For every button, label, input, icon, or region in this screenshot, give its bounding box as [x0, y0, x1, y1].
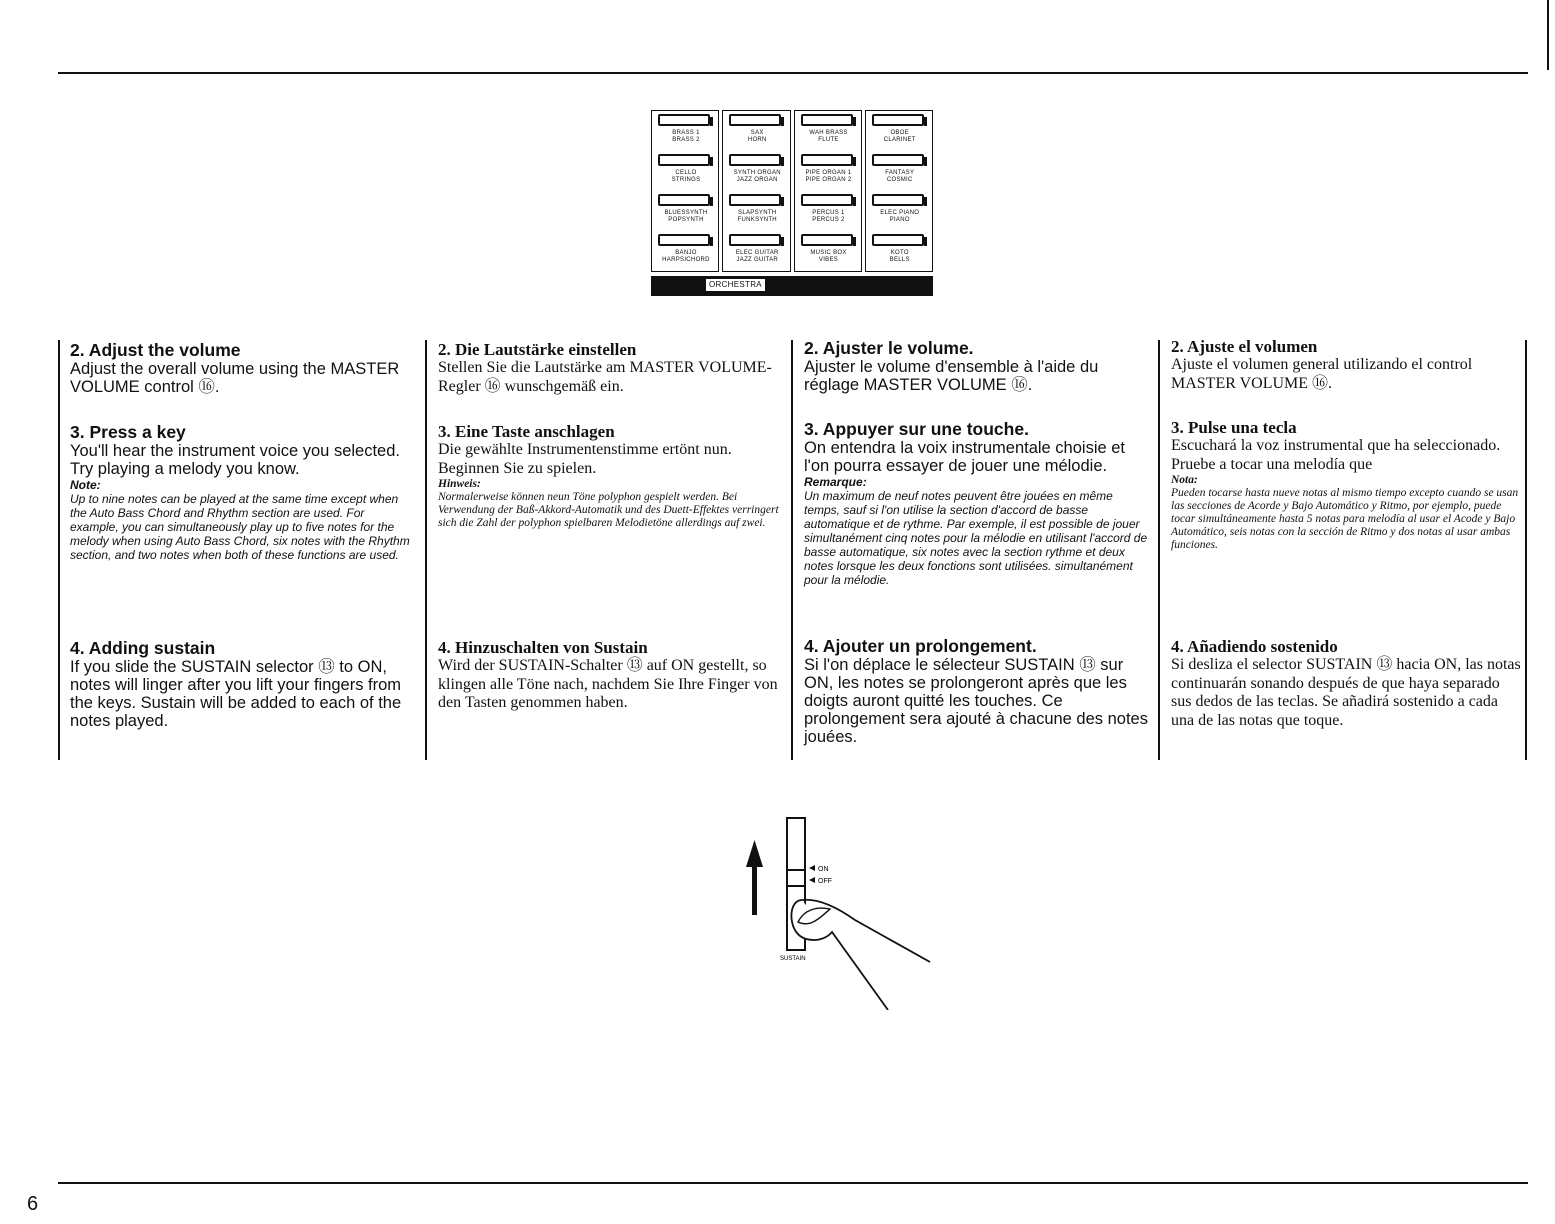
voice-label: PIANO — [889, 217, 910, 223]
voice-label: ELEC GUITAR — [735, 250, 779, 256]
orchestra-bar — [651, 276, 933, 296]
voice-label: FANTASY — [885, 170, 915, 176]
section-body: Si desliza el selector SUSTAIN ⑬ hacia ON, las notas continuarán sonando después de que haya separado sus dedos de las teclas. Se añadirá sostenido a cada una de las notas que toque. — [1171, 656, 1521, 729]
voice-cell[interactable] — [723, 191, 791, 231]
voice-label: MUSIC BOX — [810, 250, 847, 256]
voice-button[interactable] — [872, 234, 924, 246]
on-label: ON — [818, 866, 829, 873]
voice-button[interactable] — [729, 194, 781, 206]
column-rule-fr — [791, 340, 793, 760]
off-pointer-icon — [809, 877, 815, 883]
section-body: Adjust the overall volume using the MASTER VOLUME control ⑯. — [70, 360, 400, 396]
note-body: Pueden tocarse hasta nueve notas al mismo tiempo excepto cuando se usan las secciones de Acorde y Bajo Automático y Ritmo, por ejemplo, puede tocar simultáneamente hasta 5 notas para melodía al usar el Acode y Bajo Automático, seis notas con la sección de Ritmo y dos notas al usar ambas funciones. — [1171, 487, 1519, 551]
voice-button[interactable] — [658, 154, 710, 166]
voice-cell[interactable] — [795, 111, 863, 151]
spanish-step3 — [1171, 418, 1521, 552]
voice-cell[interactable] — [652, 231, 720, 271]
section-heading: 3. Press a key — [70, 422, 186, 442]
voice-label: BANJO — [675, 250, 697, 256]
voice-cell[interactable] — [866, 111, 934, 151]
voice-button[interactable] — [801, 114, 853, 126]
voice-label: VIBES — [818, 257, 839, 263]
section-heading: 4. Añadiendo sostenido — [1171, 637, 1338, 656]
voice-button[interactable] — [658, 194, 710, 206]
voice-cell[interactable] — [652, 111, 720, 151]
section-heading: 3. Pulse una tecla — [1171, 418, 1297, 437]
section-heading: 4. Hinzuschalten von Sustain — [438, 638, 648, 657]
voice-cell[interactable] — [795, 191, 863, 231]
on-pointer-icon — [809, 865, 815, 871]
voice-label: HARPSICHORD — [662, 257, 710, 263]
english-step3 — [70, 422, 410, 562]
column-rule-de — [425, 340, 427, 760]
voice-cell[interactable] — [795, 231, 863, 271]
voice-label: FUNKSYNTH — [737, 217, 777, 223]
voice-label: SYNTH ORGAN — [733, 170, 781, 176]
voice-button[interactable] — [801, 234, 853, 246]
section-body: Stellen Sie die Lautstärke am MASTER VOLUME-Regler ⑯ wunschgemäß ein. — [438, 359, 772, 395]
french-step2 — [804, 338, 1152, 394]
voice-button[interactable] — [801, 154, 853, 166]
section-heading: 3. Eine Taste anschlagen — [438, 422, 615, 441]
sustain-illustration — [740, 810, 940, 1010]
column-rule-en — [58, 340, 60, 760]
section-body: Ajuste el volumen general utilizando el control MASTER VOLUME ⑯. — [1171, 356, 1473, 392]
english-step4 — [70, 638, 410, 730]
margin-mark — [1547, 0, 1549, 70]
section-body: Escuchará la voz instrumental que ha seleccionado. Pruebe a tocar una melodía que — [1171, 437, 1501, 473]
voice-button[interactable] — [658, 234, 710, 246]
note-label: Hinweis: — [438, 478, 481, 490]
section-body: Ajuster le volume d'ensemble à l'aide du réglage MASTER VOLUME ⑯. — [804, 358, 1099, 394]
voice-button[interactable] — [658, 114, 710, 126]
voice-label: STRINGS — [671, 177, 701, 183]
orchestra-label: ORCHESTRA — [706, 279, 765, 291]
voice-button[interactable] — [872, 114, 924, 126]
section-heading: 2. Ajuste el volumen — [1171, 337, 1318, 356]
voice-label: PIPE ORGAN 2 — [805, 177, 852, 183]
voice-button[interactable] — [729, 114, 781, 126]
orchestra-panel — [651, 110, 933, 296]
note-body: Un maximum de neuf notes peuvent être jouées en même temps, sauf si l'on utilise la section d'accord de basse automatique et de rythme. Par exemple, il est possible de jouer simultanément cinq notes pour la mélodie en utilisant l'accord de basse automatique, six notes avec la section rythme et deux notes lorsque les deux fonctions sont utilisées. simultanément pour la mélodie. — [804, 489, 1148, 587]
voice-column-4 — [865, 110, 933, 272]
voice-label: PIPE ORGAN 1 — [805, 170, 852, 176]
section-body: On entendra la voix instrumentale choisie et l'on pourra essayer de jouer une mélodie. — [804, 439, 1126, 475]
note-label: Remarque: — [804, 475, 867, 489]
voice-label: CELLO — [675, 170, 697, 176]
section-body: Wird der SUSTAIN-Schalter ⑬ auf ON gestellt, so klingen alle Töne nach, nachdem Sie Ihre Finger von den Tasten genommen haben. — [438, 657, 778, 711]
column-rule-es — [1158, 340, 1160, 760]
voice-cell[interactable] — [723, 151, 791, 191]
voice-cell[interactable] — [866, 191, 934, 231]
voice-cell[interactable] — [866, 231, 934, 271]
section-heading: 4. Adding sustain — [70, 638, 216, 658]
voice-label: SLAPSYNTH — [738, 210, 777, 216]
voice-column-2 — [722, 110, 790, 272]
sustain-label: SUSTAIN — [780, 956, 806, 962]
note-body: Normalerweise können neun Töne polyphon gespielt werden. Bei Verwendung der Baß-Akkord-Automatik und des Duett-Effektes verringert sich die Zahl der polyphon spielbaren Melodietöne allerdings auf zwei. — [438, 491, 779, 529]
voice-column-1 — [651, 110, 719, 272]
voice-cell[interactable] — [866, 151, 934, 191]
voice-label: FLUTE — [818, 137, 839, 143]
voice-label: JAZZ GUITAR — [736, 257, 779, 263]
note-label: Nota: — [1171, 474, 1198, 486]
voice-label: PERCUS 2 — [812, 217, 845, 223]
finger-icon — [791, 900, 930, 1010]
bottom-rule — [58, 1182, 1528, 1184]
voice-label: BLUESSYNTH — [664, 210, 708, 216]
voice-grid — [651, 110, 933, 272]
voice-label: BRASS 1 — [672, 130, 700, 136]
voice-cell[interactable] — [723, 111, 791, 151]
voice-label: KOTO — [890, 250, 909, 256]
spanish-step2 — [1171, 337, 1521, 393]
voice-label: JAZZ ORGAN — [736, 177, 778, 183]
page-number: 6 — [27, 1193, 39, 1215]
note-body: Up to nine notes can be played at the same time except when the Auto Bass Chord and Rhythm section are used. For example, you can simultaneously play up to five notes for the melody when using Auto Bass Chord, six notes with the Rhythm section, and two notes when both of these functions are used. — [70, 492, 410, 562]
spanish-step4 — [1171, 637, 1521, 730]
voice-label: WAH BRASS — [809, 130, 848, 136]
off-label: OFF — [818, 878, 832, 885]
top-rule — [58, 72, 1528, 74]
voice-label: PERCUS 1 — [812, 210, 845, 216]
section-body: If you slide the SUSTAIN selector ⑬ to ON, notes will linger after you lift your fingers from the keys. Sustain will be added to each of the notes played. — [70, 658, 402, 730]
voice-label: CLARINET — [883, 137, 916, 143]
voice-label: HORN — [747, 137, 767, 143]
german-step4 — [438, 638, 783, 713]
voice-cell[interactable] — [795, 151, 863, 191]
voice-label: BRASS 2 — [672, 137, 700, 143]
french-step3 — [804, 419, 1152, 587]
voice-cell[interactable] — [723, 231, 791, 271]
column-rule-right — [1525, 340, 1527, 760]
voice-cell[interactable] — [652, 191, 720, 231]
note-label: Note: — [70, 478, 101, 492]
section-heading: 3. Appuyer sur une touche. — [804, 419, 1029, 439]
section-heading: 2. Ajuster le volume. — [804, 338, 974, 358]
voice-button[interactable] — [729, 154, 781, 166]
voice-button[interactable] — [729, 234, 781, 246]
voice-cell[interactable] — [652, 151, 720, 191]
voice-label: SAX — [750, 130, 764, 136]
voice-column-3 — [794, 110, 862, 272]
voice-label: OBOE — [890, 130, 910, 136]
voice-label: COSMIC — [886, 177, 913, 183]
voice-button[interactable] — [801, 194, 853, 206]
section-heading: 2. Die Lautstärke einstellen — [438, 340, 637, 359]
voice-label: POPSYNTH — [668, 217, 704, 223]
voice-label: ELEC PIANO — [880, 210, 920, 216]
section-body: You'll hear the instrument voice you selected. Try playing a melody you know. — [70, 442, 400, 478]
sustain-slider-knob[interactable] — [787, 870, 805, 886]
voice-button[interactable] — [872, 154, 924, 166]
german-step3 — [438, 422, 783, 530]
english-step2 — [70, 340, 410, 396]
arrow-up-icon — [746, 840, 763, 915]
french-step4 — [804, 636, 1152, 746]
section-body: Die gewählte Instrumentenstimme ertönt nun. Beginnen Sie zu spielen. — [438, 441, 732, 477]
voice-button[interactable] — [872, 194, 924, 206]
german-step2 — [438, 340, 783, 396]
voice-label: BELLS — [889, 257, 910, 263]
section-heading: 4. Ajouter un prolongement. — [804, 636, 1037, 656]
section-body: Si l'on déplace le sélecteur SUSTAIN ⑬ sur ON, les notes se prolongeront après que les doigts auront quitté les touches. Ce prolongement sera ajouté à chacune des notes jouées. — [804, 656, 1148, 746]
section-heading: 2. Adjust the volume — [70, 340, 241, 360]
